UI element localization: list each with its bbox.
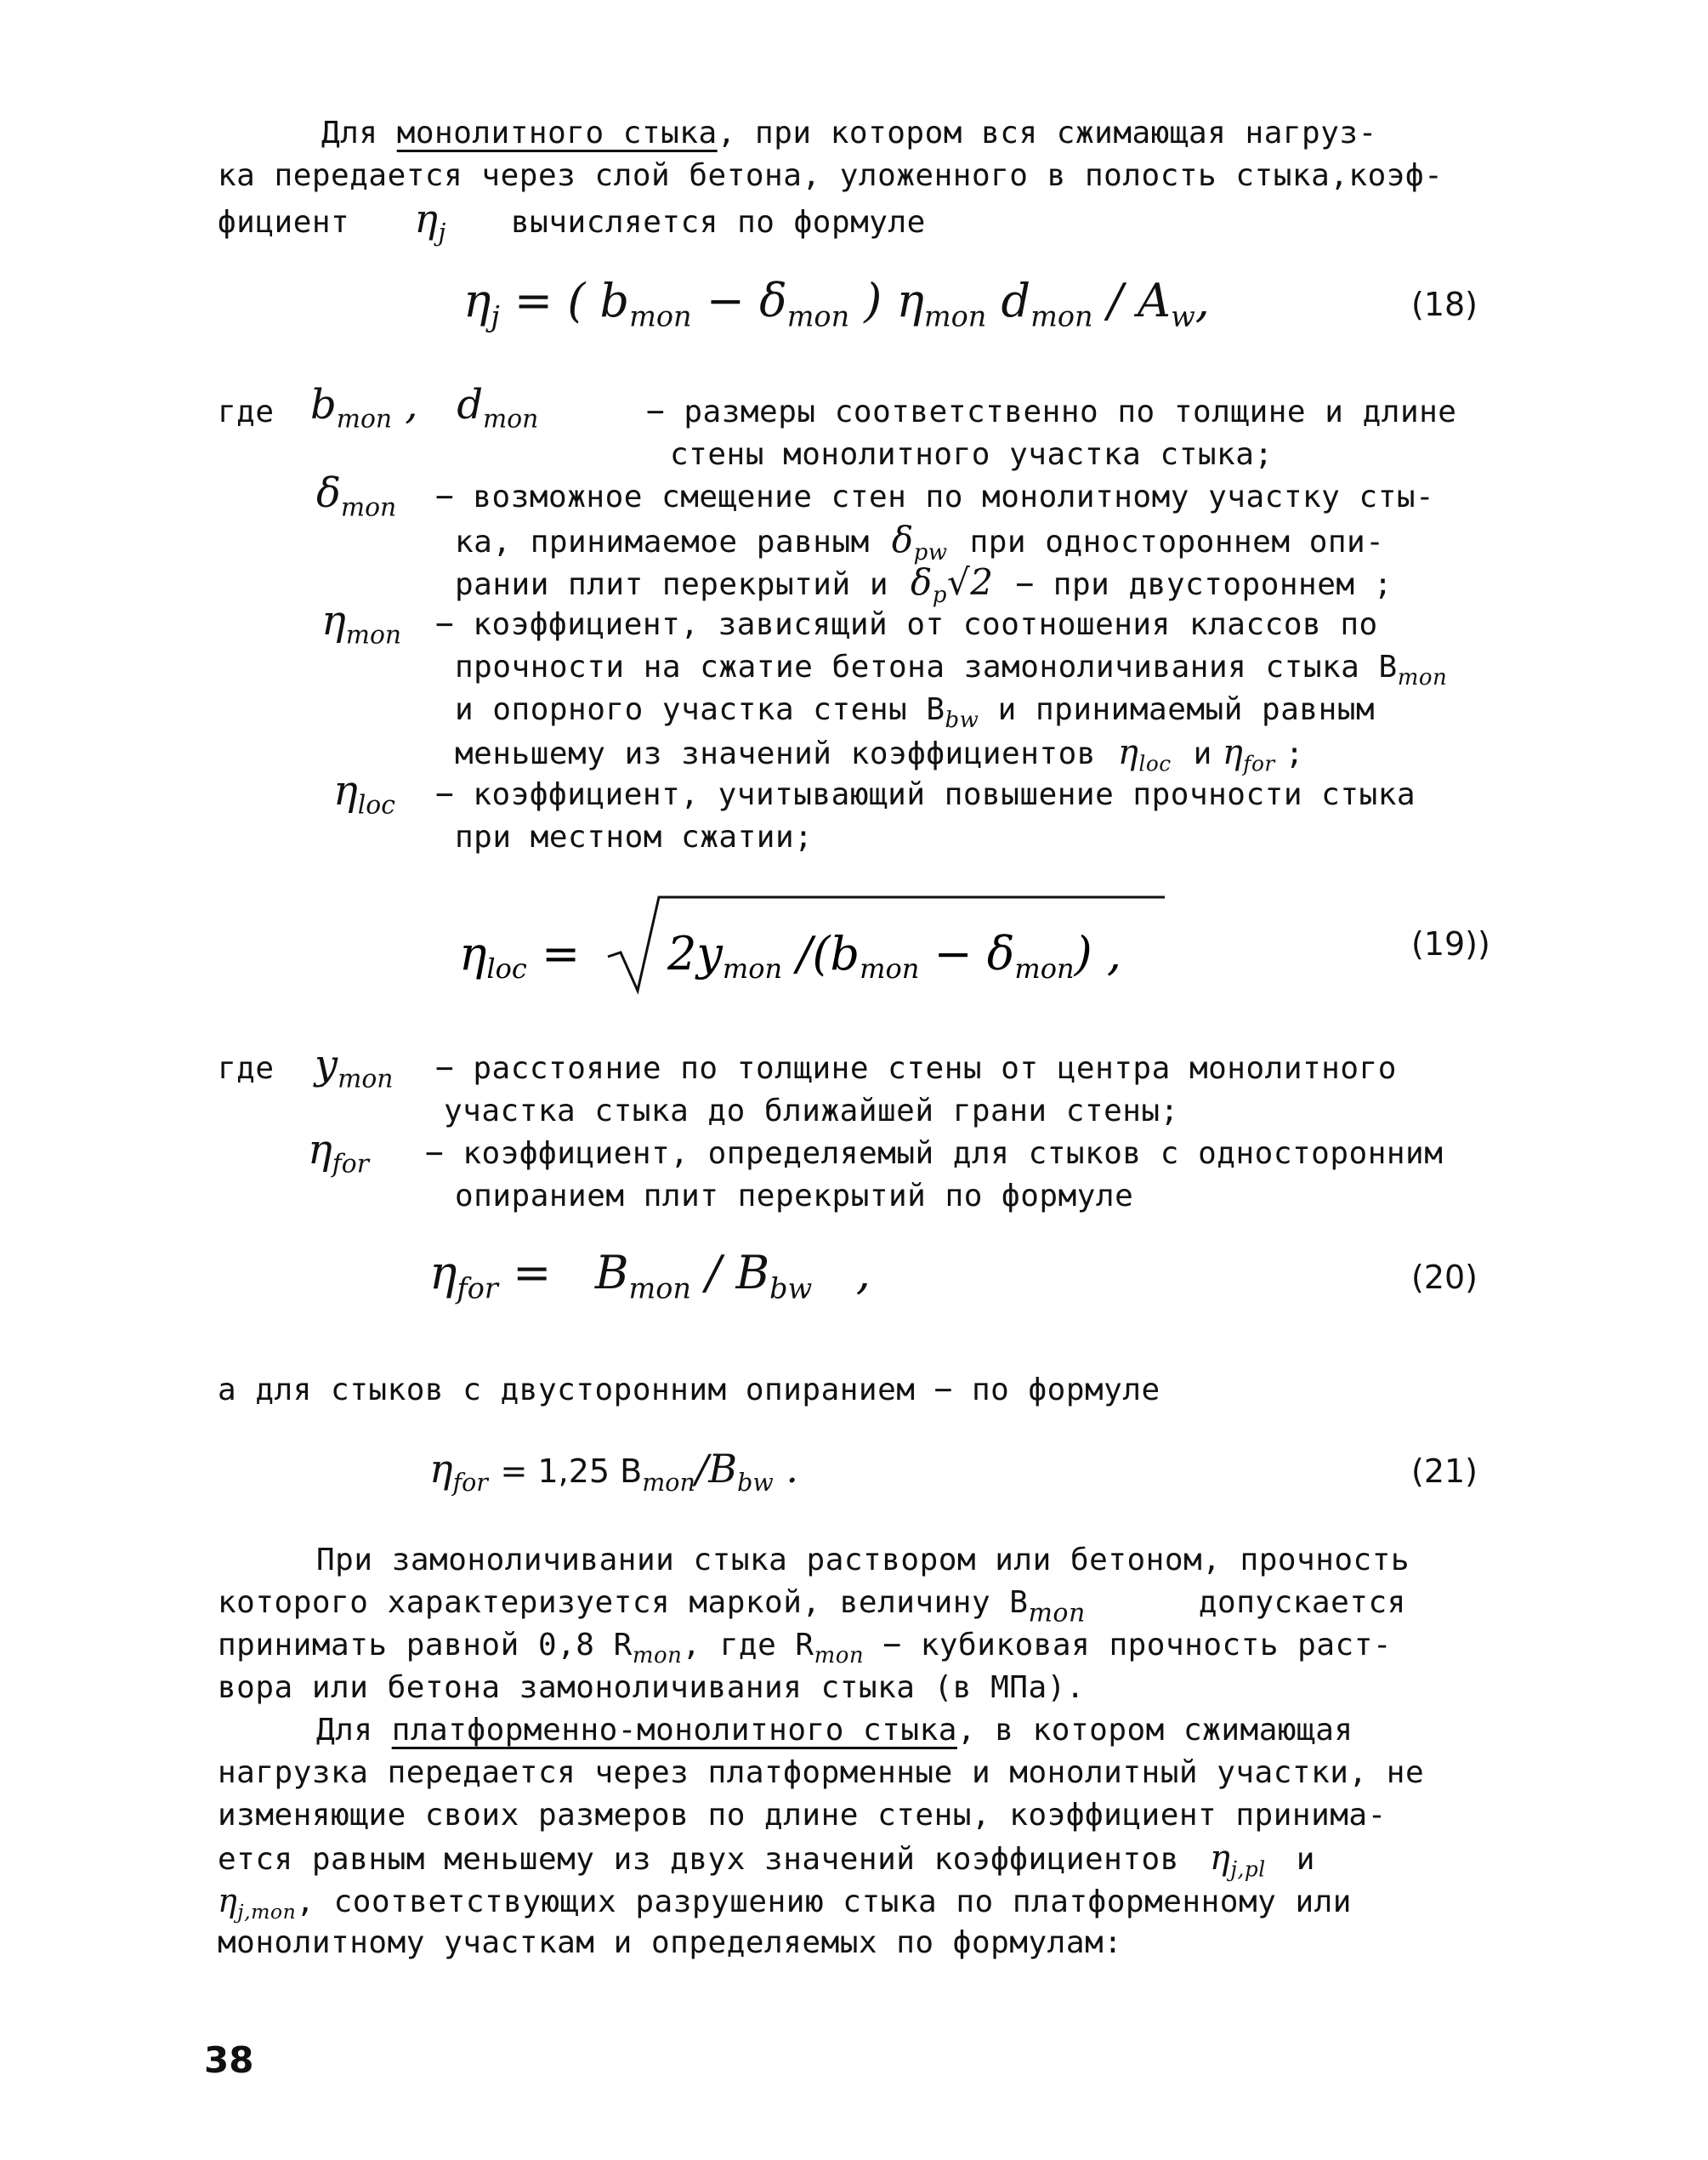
para1-line1: Для монолитного стыка, при котором вся сжимающая нагруз- <box>321 116 1377 151</box>
def-eta-mon-line1: − коэффициент, зависящий от соотношения классов по <box>435 607 1378 642</box>
equation-20-number: (20) <box>1411 1259 1478 1296</box>
def-delta-line1: − возможное смещение стен по монолитному участку сты- <box>435 480 1435 514</box>
def-b-d-line1: − размеры соответственно по толщине и длине <box>646 395 1457 429</box>
para4-line6: монолитному участкам и определяемых по формулам: <box>218 1925 1123 1960</box>
para4-line1: Для платформенно-монолитного стыка, в котором сжимающая <box>316 1713 1353 1748</box>
def-delta-line2: ка, принимаемое равным $\delta_{pw}$ при одностороннем опи- <box>455 519 1385 566</box>
symbol-eta-for: $\eta_{for}$ <box>308 1126 369 1179</box>
equation-20: $\eta_{for} = B_{mon} / B_{bw}$ , <box>429 1246 871 1305</box>
equation-21-number: (21) <box>1411 1452 1478 1490</box>
symbol-y-mon: $y_{mon}$ <box>315 1041 394 1094</box>
para2-line1: а для стыков с двусторонним опиранием − по формуле <box>218 1373 1160 1407</box>
para3-line3: принимать равной 0,8 $R_{mon}$, где $R_{mon}$ − кубиковая прочность раст- <box>218 1628 1393 1669</box>
def-eta-for-line1: − коэффициент, определяемый для стыков с односторонним <box>425 1136 1444 1171</box>
para4-line4: ется равным меньшему из двух значений коэффициентов $\eta_{j,pl}$ и <box>218 1839 1315 1882</box>
symbol-b-mon: $b_{mon}$ , $d_{mon}$ <box>310 381 539 435</box>
symbol-eta-mon: $\eta_{mon}$ <box>321 597 402 651</box>
def-delta-line3: рании плит перекрытий и $\delta_p√2$ − при двустороннем ; <box>455 561 1393 609</box>
para4-line2: нагрузка передается через платформенные и монолитный участки, не <box>218 1755 1425 1790</box>
equation-19-number: (19)) <box>1411 925 1490 963</box>
svg-text:ηloc =: ηloc = <box>459 927 581 985</box>
para4-line3: изменяющие своих размеров по длине стены, коэффициент принима- <box>218 1798 1387 1833</box>
symbol-eta-loc: $\eta_{loc}$ <box>333 767 395 821</box>
symbol-delta-mon: $\delta_{mon}$ <box>316 469 397 523</box>
para1-line2: ка передается через слой бетона, уложенного в полость стыка,коэф- <box>218 158 1444 193</box>
def-y-mon-line1: − расстояние по толщине стены от центра монолитного <box>435 1051 1397 1086</box>
page-number: 38 <box>204 2039 254 2081</box>
para1-line3: фициент $\eta_j$ вычисляется по формуле <box>218 196 926 247</box>
where-label-19: где <box>218 1051 275 1086</box>
equation-21: $\eta_{for} = 1,25$ $B_{mon}/B_{bw}$ . <box>429 1446 799 1497</box>
equation-19 <box>451 884 1216 1003</box>
def-eta-for-line2: опиранием плит перекрытий по формуле <box>455 1179 1134 1214</box>
def-y-mon-line2: участка стыка до ближайшей грани стены; <box>444 1094 1179 1128</box>
equation-18-number: (18) <box>1411 286 1478 323</box>
para4-line5: $\eta_{j,mon}$, соответствующих разрушению стыка по платформенному или <box>218 1882 1352 1924</box>
para3-line4: вора или бетона замоноличивания стыка (в МПа). <box>218 1670 1085 1705</box>
def-eta-loc-line2: при местном сжатии; <box>455 820 814 855</box>
where-label-18: где <box>218 395 275 429</box>
def-eta-mon-line4: меньшему из значений коэффициентов $\eta_{loc}$ и $\eta_{for}$ ; <box>455 733 1304 776</box>
def-eta-mon-line3: и опорного участка стены $B_{bw}$ и принимаемый равным <box>455 692 1376 734</box>
def-eta-mon-line2: прочности на сжатие бетона замоноличивания стыка $B_{mon}$ <box>455 650 1448 691</box>
def-eta-loc-line1: − коэффициент, учитывающий повышение прочности стыка <box>435 777 1416 812</box>
svg-text:2ymon /(bmon − δmon) ,: 2ymon /(bmon − δmon) , <box>667 927 1122 985</box>
def-b-d-line2: стены монолитного участка стыка; <box>670 437 1274 472</box>
para3-line2: которого характеризуется маркой, величину $B_{mon}$ допускается <box>218 1585 1406 1629</box>
para3-line1: При замоноличивании стыка раствором или бетоном, прочность <box>316 1543 1410 1577</box>
equation-18: $\eta_j$ = ( $b_{mon} - \delta_{mon}$ ) $\eta_{mon}$ $d_{mon} / A_w$, <box>463 274 1210 333</box>
